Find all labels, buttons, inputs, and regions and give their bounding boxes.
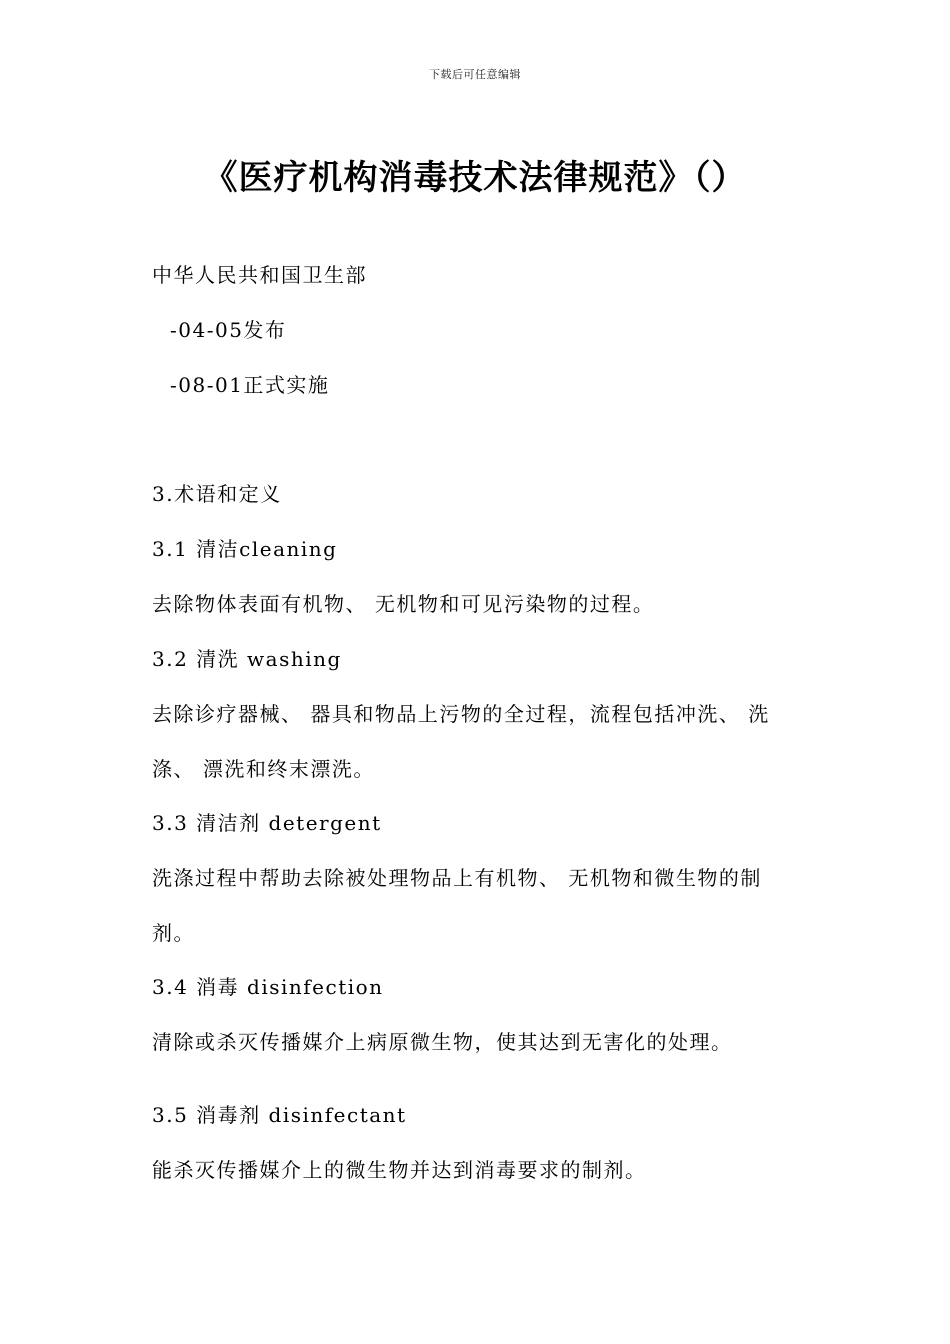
term-definition-3-3-line-1: 洗涤过程中帮助去除被处理物品上有机物、 无机物和微生物的制	[152, 866, 762, 890]
term-definition-3-4: 清除或杀灭传播媒介上病原微生物，使其达到无害化的处理。	[152, 1030, 733, 1054]
term-heading-3-4: 3.4 消毒 disinfection	[152, 975, 384, 999]
term-heading-3-5: 3.5 消毒剂 disinfectant	[152, 1103, 407, 1127]
document-title: 《医疗机构消毒技术法律规范》（）	[203, 158, 747, 198]
issuer-line: 中华人民共和国卫生部	[152, 263, 367, 287]
term-heading-3-1: 3.1 清洁cleaning	[152, 537, 338, 561]
section-heading: 3.术语和定义	[152, 482, 282, 506]
effective-date-line: -08-01正式实施	[170, 373, 330, 397]
term-heading-3-2: 3.2 清洗 washing	[152, 647, 342, 671]
header-note: 下载后可任意编辑	[429, 68, 521, 81]
term-definition-3-1: 去除物体表面有机物、 无机物和可见污染物的过程。	[152, 592, 655, 616]
term-definition-3-2-line-1: 去除诊疗器械、 器具和物品上污物的全过程，流程包括冲洗、 洗	[152, 702, 770, 726]
term-definition-3-5: 能杀灭传播媒介上的微生物并达到消毒要求的制剂。	[152, 1158, 647, 1182]
term-heading-3-3: 3.3 清洁剂 detergent	[152, 811, 382, 835]
publish-date-line: -04-05发布	[170, 318, 287, 342]
term-definition-3-2-line-2: 涤、 漂洗和终末漂洗。	[152, 757, 375, 781]
term-definition-3-3-line-2: 剂。	[152, 921, 195, 945]
